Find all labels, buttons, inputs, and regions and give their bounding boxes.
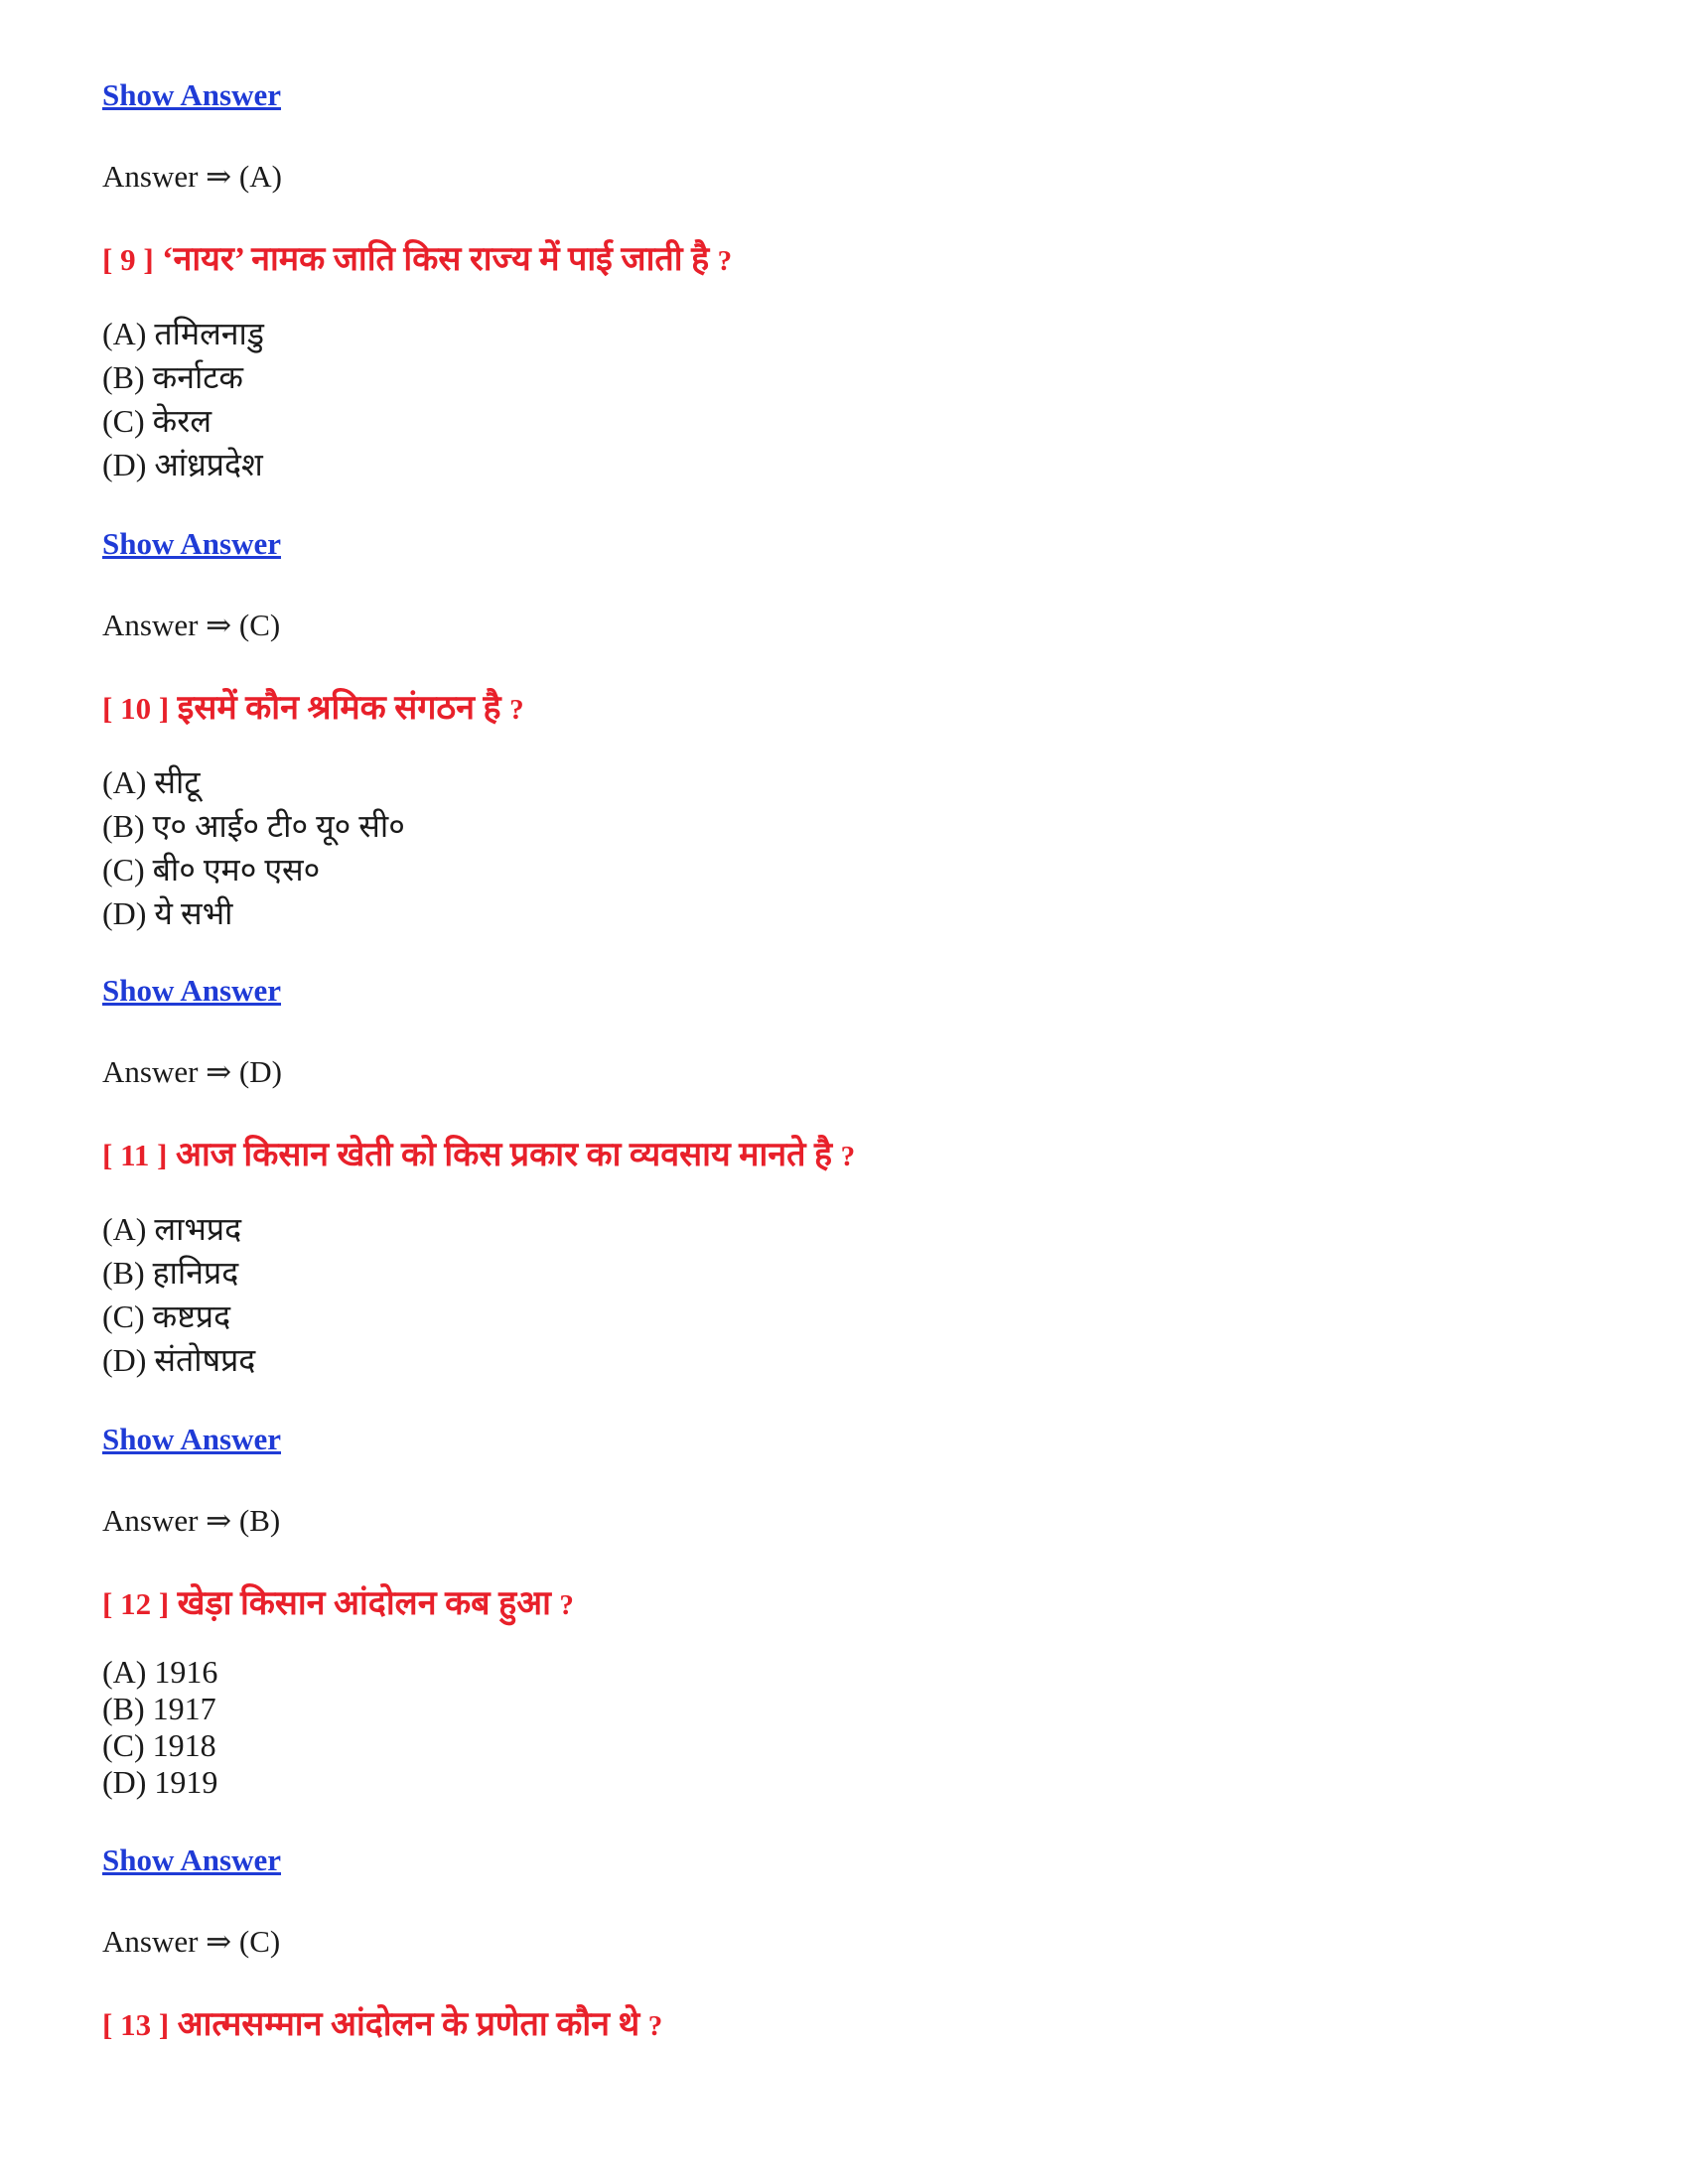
question-text: आत्मसम्मान आंदोलन के प्रणेता कौन थे (177, 2006, 640, 2043)
answer-line (102, 159, 282, 195)
show-answer-link[interactable]: Show Answer (102, 973, 282, 1008)
question-mark: ? (717, 245, 733, 277)
options-list (102, 760, 405, 935)
option: (C) कष्टप्रद (102, 1298, 231, 1334)
answer-line (102, 1503, 280, 1539)
show-answer-link[interactable]: Show Answer (102, 526, 282, 561)
option: (C) 1918 (102, 1727, 216, 1763)
answer-prefix: Answer ⇒ (102, 1054, 232, 1089)
question-heading (102, 1578, 574, 1624)
option: (D) ये सभी (102, 895, 233, 931)
show-answer-link[interactable]: Show Answer (102, 1422, 282, 1456)
option: (A) 1916 (102, 1654, 218, 1690)
answer-prefix: Answer ⇒ (102, 608, 232, 642)
question-heading (102, 683, 524, 729)
option: (D) 1919 (102, 1764, 218, 1800)
question-mark: ? (559, 1589, 574, 1621)
show-answer-link[interactable]: Show Answer (102, 77, 282, 112)
question-mark: ? (840, 1141, 856, 1172)
answer-prefix: Answer ⇒ (102, 1503, 232, 1538)
question-heading (102, 1999, 662, 2045)
question-number: [ 10 ] (102, 691, 170, 726)
answer-value: (B) (238, 1503, 281, 1538)
question-number: [ 13 ] (102, 2007, 170, 2042)
question-mark: ? (509, 694, 524, 726)
answer-value: (D) (238, 1054, 282, 1089)
answer-value: (C) (238, 1924, 281, 1959)
answer-line (102, 1054, 282, 1090)
question-mark: ? (647, 2010, 663, 2042)
option: (B) हानिप्रद (102, 1255, 239, 1291)
answer-line (102, 608, 280, 643)
answer-line (102, 1924, 280, 1960)
question-text: ‘नायर’ नामक जाति किस राज्य में पाई जाती है (162, 241, 710, 278)
option: (D) आंध्रप्रदेश (102, 447, 263, 482)
question-number: [ 11 ] (102, 1138, 168, 1172)
answer-value: (A) (238, 159, 282, 194)
option: (C) बी० एम० एस० (102, 852, 321, 887)
option: (B) कर्नाटक (102, 359, 243, 395)
question-text: इसमें कौन श्रमिक संगठन है (177, 690, 501, 727)
option: (A) लाभप्रद (102, 1211, 242, 1247)
question-text: खेड़ा किसान आंदोलन कब हुआ (177, 1585, 551, 1622)
option: (C) केरल (102, 403, 212, 439)
question-number: [ 9 ] (102, 242, 154, 277)
question-text: आज किसान खेती को किस प्रकार का व्यवसाय मानते है (175, 1137, 833, 1173)
option: (B) 1917 (102, 1691, 216, 1726)
question-heading (102, 1130, 855, 1175)
answer-value: (C) (238, 608, 281, 642)
question-number: [ 12 ] (102, 1586, 170, 1621)
question-heading (102, 234, 732, 280)
options-list (102, 312, 264, 486)
option: (B) ए० आई० टी० यू० सी० (102, 808, 405, 844)
options-list (102, 1654, 217, 1801)
option: (A) सीटू (102, 764, 201, 800)
option: (D) संतोषप्रद (102, 1342, 256, 1378)
show-answer-link[interactable]: Show Answer (102, 1843, 282, 1877)
options-list (102, 1207, 255, 1382)
answer-prefix: Answer ⇒ (102, 159, 232, 194)
answer-prefix: Answer ⇒ (102, 1924, 232, 1959)
option: (A) तमिलनाडु (102, 316, 264, 351)
